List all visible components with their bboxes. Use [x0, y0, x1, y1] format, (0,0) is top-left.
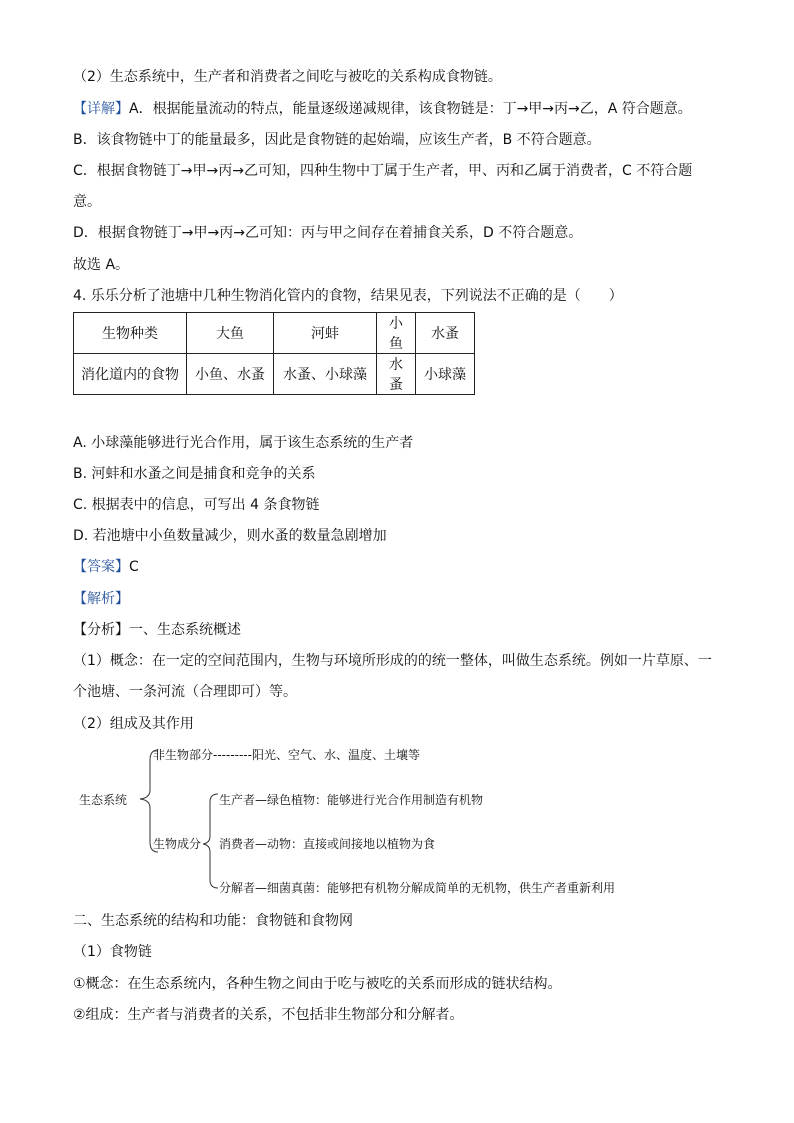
diagram-consumer: 消费者—动物：直接或间接地以植物为食 — [219, 837, 436, 851]
brace-bio — [203, 794, 218, 888]
answer-value: C — [129, 559, 139, 575]
table-cell: 消化道内的食物 — [74, 354, 187, 395]
option-d: D. 若池塘中小鱼数量减少，则水蚤的数量急剧增加 — [73, 528, 387, 544]
question-4: 4. 乐乐分析了池塘中几种生物消化管内的食物，结果见表，下列说法不正确的是（ ） — [73, 288, 623, 304]
table-cell: 水蚤 — [416, 313, 475, 354]
table-cell: 生物种类 — [74, 313, 187, 354]
detail-tag: 【详解】 — [73, 101, 129, 117]
text-line: （2）组成及其作用 — [73, 716, 194, 732]
fenxi-tag: 【分析】 — [73, 622, 129, 638]
text-line: （1）概念：在一定的空间范围内，生物与环境所形成的的统一整体，叫做生态系统。例如一片草原、一 — [73, 653, 712, 669]
table-cell: 水蚤 — [377, 354, 416, 395]
diagram-decomposer: 分解者—细菌真菌：能够把有机物分解成简单的无机物，供生产者重新利用 — [219, 881, 616, 895]
table-cell: 水蚤、小球藻 — [274, 354, 377, 395]
diagram-bio: 生物成分 — [153, 837, 202, 851]
diagram-root: 生态系统 — [79, 793, 128, 807]
text-line: C．根据食物链丁→甲→丙→乙可知，四种生物中丁属于生产者，甲、丙和乙属于消费者，C 不符合题 — [73, 163, 693, 179]
option-a: A. 小球藻能够进行光合作用，属于该生态系统的生产者 — [73, 435, 414, 451]
detail-text: A．根据能量流动的特点，能量逐级递减规律，该食物链是：丁→甲→丙→乙，A 符合题意。 — [129, 101, 692, 117]
diagram-nonbio: 非生物部分---------阳光、空气、水、温度、土壤等 — [153, 748, 420, 762]
fenxi-text: 一、生态系统概述 — [129, 622, 241, 638]
answer-tag: 【答案】 — [73, 559, 129, 575]
table-cell: 大鱼 — [187, 313, 274, 354]
text-line: ①概念：在生态系统内，各种生物之间由于吃与被吃的关系而形成的链状结构。 — [73, 976, 562, 992]
text-line: 意。 — [73, 194, 101, 210]
text-line: B．该食物链中丁的能量最多，因此是食物链的起始端，应该生产者，B 不符合题意。 — [73, 132, 601, 148]
text-line: （1）食物链 — [73, 944, 152, 960]
section-title: 二、生态系统的结构和功能：食物链和食物网 — [73, 913, 353, 929]
table-cell: 河蚌 — [274, 313, 377, 354]
table-cell: 小鱼 — [377, 313, 416, 354]
analysis-tag: 【解析】 — [73, 591, 129, 607]
diagram-producer: 生产者—绿色植物：能够进行光合作用制造有机物 — [219, 793, 484, 807]
text-line: ②组成：生产者与消费者的关系，不包括非生物部分和分解者。 — [73, 1007, 464, 1023]
text-line: D．根据食物链丁→甲→丙→乙可知：丙与甲之间存在着捕食关系，D 不符合题意。 — [73, 225, 583, 241]
option-b: B. 河蚌和水蚤之间是捕食和竞争的关系 — [73, 466, 316, 482]
text-line: 个池塘、一条河流（合理即可）等。 — [73, 684, 297, 700]
option-c: C. 根据表中的信息，可写出 4 条食物链 — [73, 497, 320, 513]
table-cell: 小鱼、水蚤 — [187, 354, 274, 395]
table-cell: 小球藻 — [416, 354, 475, 395]
text-line: 故选 A。 — [73, 257, 130, 273]
text-line: （2）生态系统中，生产者和消费者之间吃与被吃的关系构成食物链。 — [73, 69, 502, 85]
